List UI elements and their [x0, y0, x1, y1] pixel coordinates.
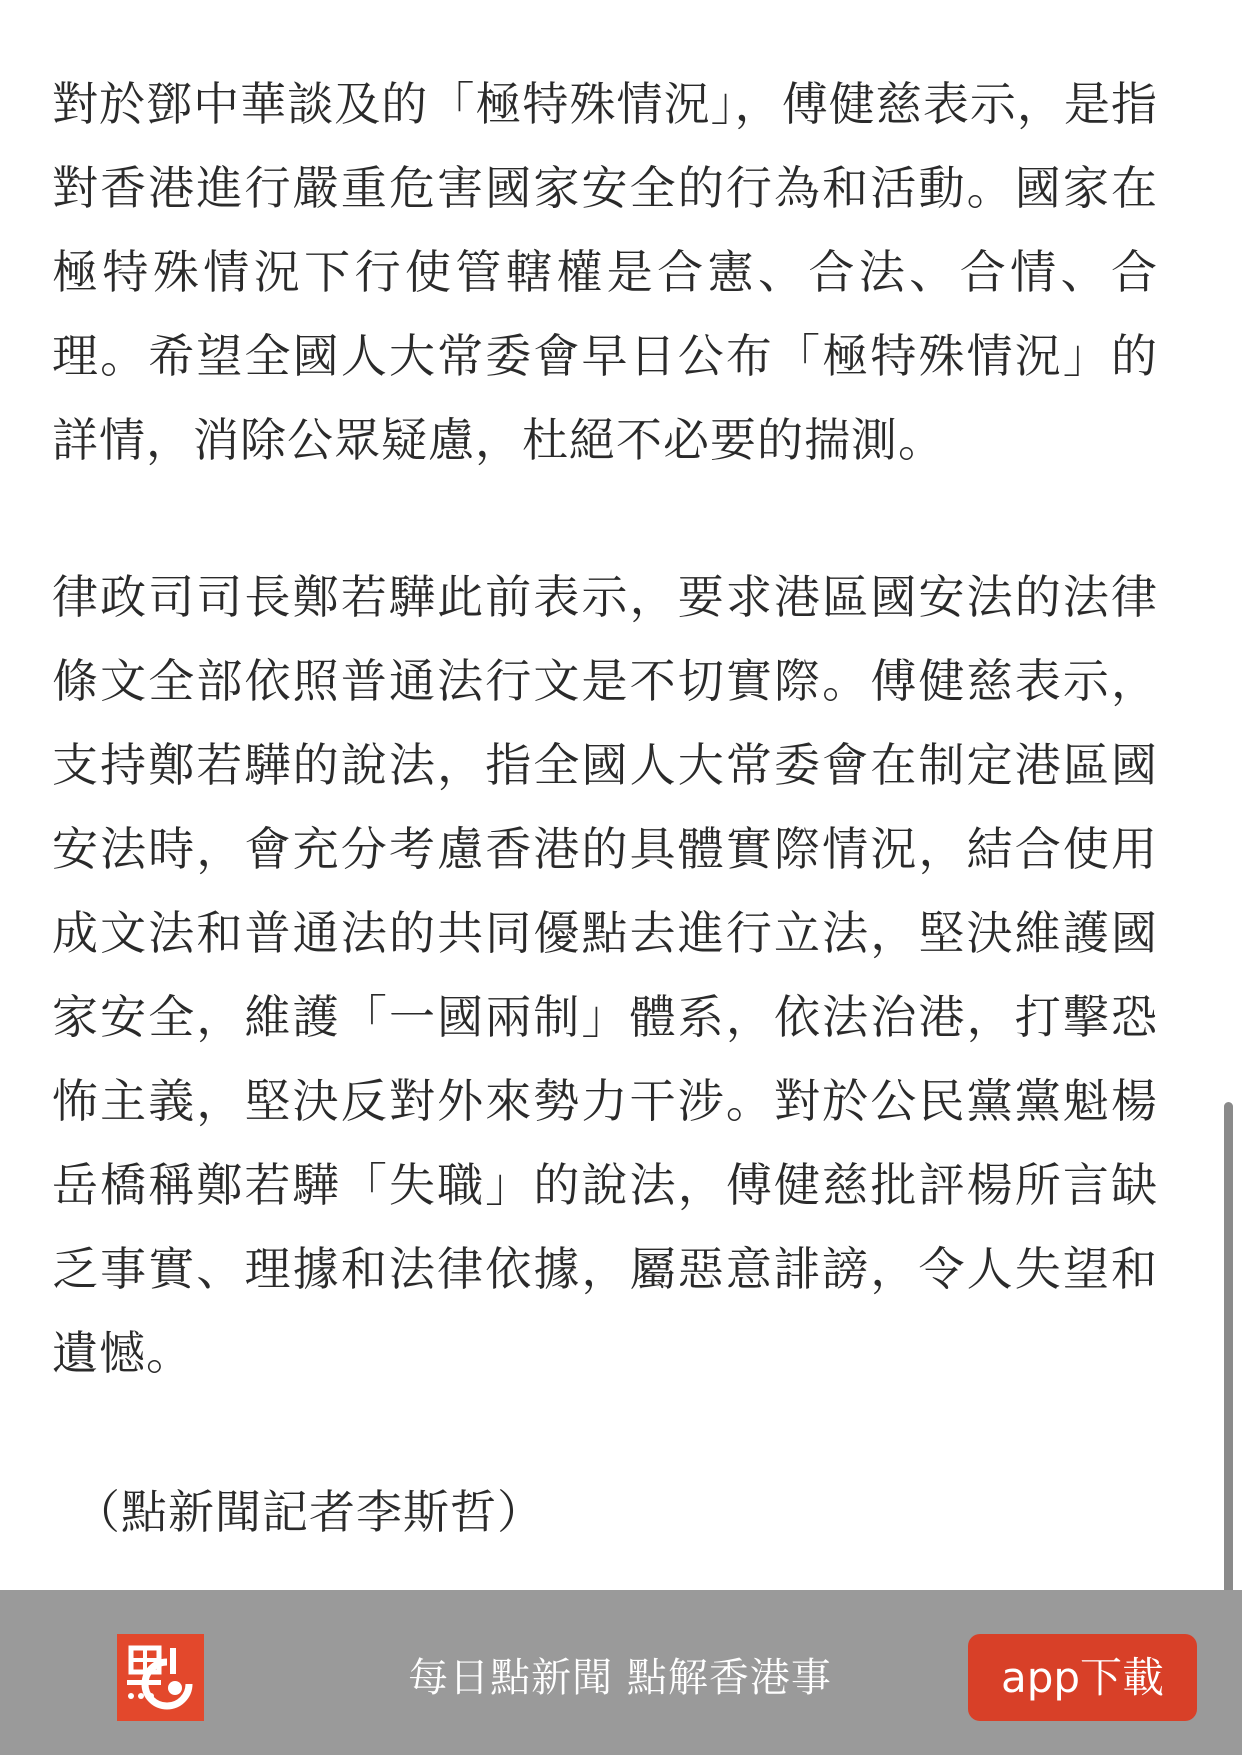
article-paragraph: 律政司司長鄭若驊此前表示，要求港區國安法的法律條文全部依照普通法行文是不切實際。傅健慈表示，支持鄭若驊的說法，指全國人大常委會在制定港區國安法時，會充分考慮香港的具體實際情況，結合使用成文法和普通法的共同優點去進行立法，堅決維護國家安全，維護「一國兩制」體系，依法治港，打擊恐怖主義，堅決反對外來勢力干涉。對於公民黨黨魁楊岳橋稱鄭若驊「失職」的說法，傅健慈批評楊所言缺乏事實、理據和法律依據，屬惡意誹謗，令人失望和遺憾。 [52, 570, 1158, 1380]
dot-news-logo-icon[interactable] [117, 1634, 204, 1721]
app-download-banner [0, 1590, 1242, 1755]
app-download-button[interactable]: app下載 [968, 1634, 1197, 1721]
banner-slogan: 每日點新聞 點解香港事 [408, 1655, 832, 1701]
reporter-byline: （點新聞記者李斯哲） [74, 1485, 544, 1539]
article-body [52, 62, 1158, 1395]
article-paragraph: 對於鄧中華談及的「極特殊情況」，傅健慈表示，是指對香港進行嚴重危害國家安全的行為和活動。國家在極特殊情況下行使管轄權是合憲、合法、合情、合理。希望全國人大常委會早日公布「極特殊情況」的詳情，消除公眾疑慮，杜絕不必要的揣測。 [52, 77, 1158, 467]
scrollbar-thumb[interactable] [1224, 1102, 1233, 1602]
